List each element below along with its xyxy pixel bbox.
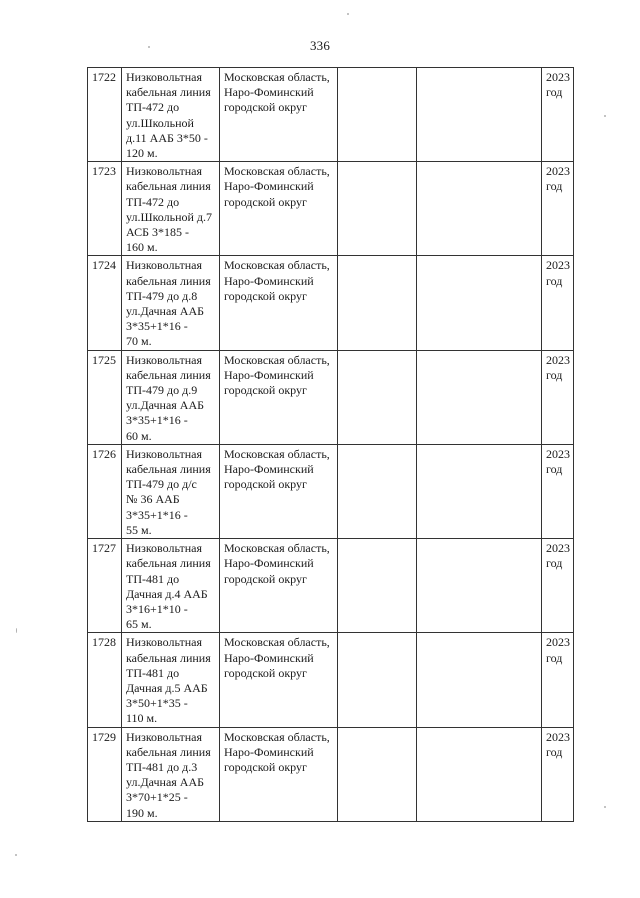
location-cell — [220, 539, 338, 633]
location-cell-text: Московская область, Наро-Фоминский городской округ — [224, 258, 330, 303]
year-cell — [542, 162, 574, 256]
table-row — [88, 68, 574, 162]
page-number: 336 — [309, 38, 331, 53]
year-cell-text: 2023 год — [546, 446, 570, 477]
year-cell — [542, 727, 574, 821]
empty-cell — [417, 68, 542, 162]
row-number-cell — [88, 727, 122, 821]
year-cell-text: 2023 год — [546, 258, 570, 288]
table-row — [88, 633, 574, 727]
cable-lines-table — [87, 67, 574, 822]
location-cell-text: Московская область, Наро-Фоминский городской округ — [224, 446, 330, 492]
empty-cell — [417, 256, 542, 350]
location-cell — [220, 633, 338, 727]
year-cell-text: 2023 год — [546, 164, 570, 194]
row-number-cell-text: 1726 — [92, 446, 116, 461]
location-cell — [220, 256, 338, 350]
table-body — [88, 68, 574, 822]
row-number-cell-text: 1723 — [92, 164, 116, 179]
location-cell-text: Московская область, Наро-Фоминский городской округ — [224, 635, 330, 680]
object-name-cell — [122, 256, 220, 350]
location-cell-text: Московская область, Наро-Фоминский городской округ — [224, 352, 330, 398]
object-name-cell-text: Низковольтная кабельная линия ТП-479 до д.9 ул.Дачная ААБ 3*35+1*16 - 60 м. — [126, 352, 211, 443]
table-row — [88, 162, 574, 256]
row-number-cell — [88, 162, 122, 256]
object-name-cell-text: Низковольтная кабельная линия ТП-472 до ул.Школьной д.7 АСБ 3*185 - 160 м. — [126, 164, 213, 255]
scan-speck — [15, 854, 17, 856]
row-number-cell — [88, 68, 122, 162]
year-cell — [542, 68, 574, 162]
scan-speck — [16, 628, 17, 633]
table-row — [88, 444, 574, 538]
row-number-cell-text: 1725 — [92, 352, 116, 367]
row-number-cell — [88, 444, 122, 538]
object-name-cell — [122, 162, 220, 256]
year-cell — [542, 444, 574, 538]
object-name-cell — [122, 539, 220, 633]
row-number-cell-text: 1722 — [92, 70, 116, 84]
empty-cell — [338, 162, 417, 256]
row-number-cell-text: 1727 — [92, 541, 116, 556]
year-cell-text: 2023 год — [546, 541, 570, 571]
scan-speck — [604, 806, 606, 808]
location-cell-text: Московская область, Наро-Фоминский городской округ — [224, 70, 330, 115]
year-cell — [542, 350, 574, 444]
row-number-cell — [88, 539, 122, 633]
location-cell-text: Московская область, Наро-Фоминский городской округ — [224, 541, 330, 586]
empty-cell — [338, 68, 417, 162]
empty-cell — [338, 727, 417, 821]
table-row — [88, 539, 574, 633]
object-name-cell-text: Низковольтная кабельная линия ТП-481 до д.3 ул.Дачная ААБ 3*70+1*25 - 190 м. — [126, 729, 211, 820]
year-cell-text: 2023 год — [546, 70, 570, 100]
location-cell — [220, 162, 338, 256]
location-cell — [220, 68, 338, 162]
empty-cell — [417, 350, 542, 444]
empty-cell — [338, 633, 417, 727]
row-number-cell — [88, 633, 122, 727]
location-cell — [220, 350, 338, 444]
year-cell-text: 2023 год — [546, 352, 570, 382]
location-cell-text: Московская область, Наро-Фоминский городской округ — [224, 164, 330, 209]
object-name-cell — [122, 444, 220, 538]
row-number-cell — [88, 256, 122, 350]
year-cell — [542, 256, 574, 350]
empty-cell — [338, 444, 417, 538]
empty-cell — [338, 350, 417, 444]
year-cell-text: 2023 год — [546, 635, 570, 665]
empty-cell — [417, 633, 542, 727]
table-row — [88, 727, 574, 821]
object-name-cell-text: Низковольтная кабельная линия ТП-479 до д.8 ул.Дачная ААБ 3*35+1*16 - 70 м. — [126, 258, 211, 349]
empty-cell — [417, 162, 542, 256]
year-cell-text: 2023 год — [546, 729, 570, 759]
location-cell — [220, 727, 338, 821]
location-cell-text: Московская область, Наро-Фоминский городской округ — [224, 729, 330, 774]
empty-cell — [338, 539, 417, 633]
empty-cell — [417, 539, 542, 633]
row-number-cell-text: 1724 — [92, 258, 116, 273]
row-number-cell-text: 1729 — [92, 729, 116, 744]
scan-speck — [148, 46, 150, 48]
object-name-cell-text: Низковольтная кабельная линия ТП-481 до Дачная д.4 ААБ 3*16+1*10 - 65 м. — [126, 541, 211, 632]
year-cell — [542, 633, 574, 727]
object-name-cell — [122, 633, 220, 727]
empty-cell — [338, 256, 417, 350]
object-name-cell-text: Низковольтная кабельная линия ТП-472 до ул.Школьной д.11 ААБ 3*50 - 120 м. — [126, 70, 211, 161]
object-name-cell-text: Низковольтная кабельная линия ТП-481 до Дачная д.5 ААБ 3*50+1*35 - 110 м. — [126, 635, 211, 726]
object-name-cell-text: Низковольтная кабельная линия ТП-479 до д/с № 36 ААБ 3*35+1*16 - 55 м. — [126, 446, 211, 537]
object-name-cell — [122, 350, 220, 444]
empty-cell — [417, 444, 542, 538]
year-cell — [542, 539, 574, 633]
table-row — [88, 256, 574, 350]
location-cell — [220, 444, 338, 538]
scan-speck — [347, 13, 349, 15]
row-number-cell — [88, 350, 122, 444]
scan-speck — [604, 115, 606, 117]
table-row — [88, 350, 574, 444]
row-number-cell-text: 1728 — [92, 635, 116, 650]
object-name-cell — [122, 68, 220, 162]
object-name-cell — [122, 727, 220, 821]
empty-cell — [417, 727, 542, 821]
